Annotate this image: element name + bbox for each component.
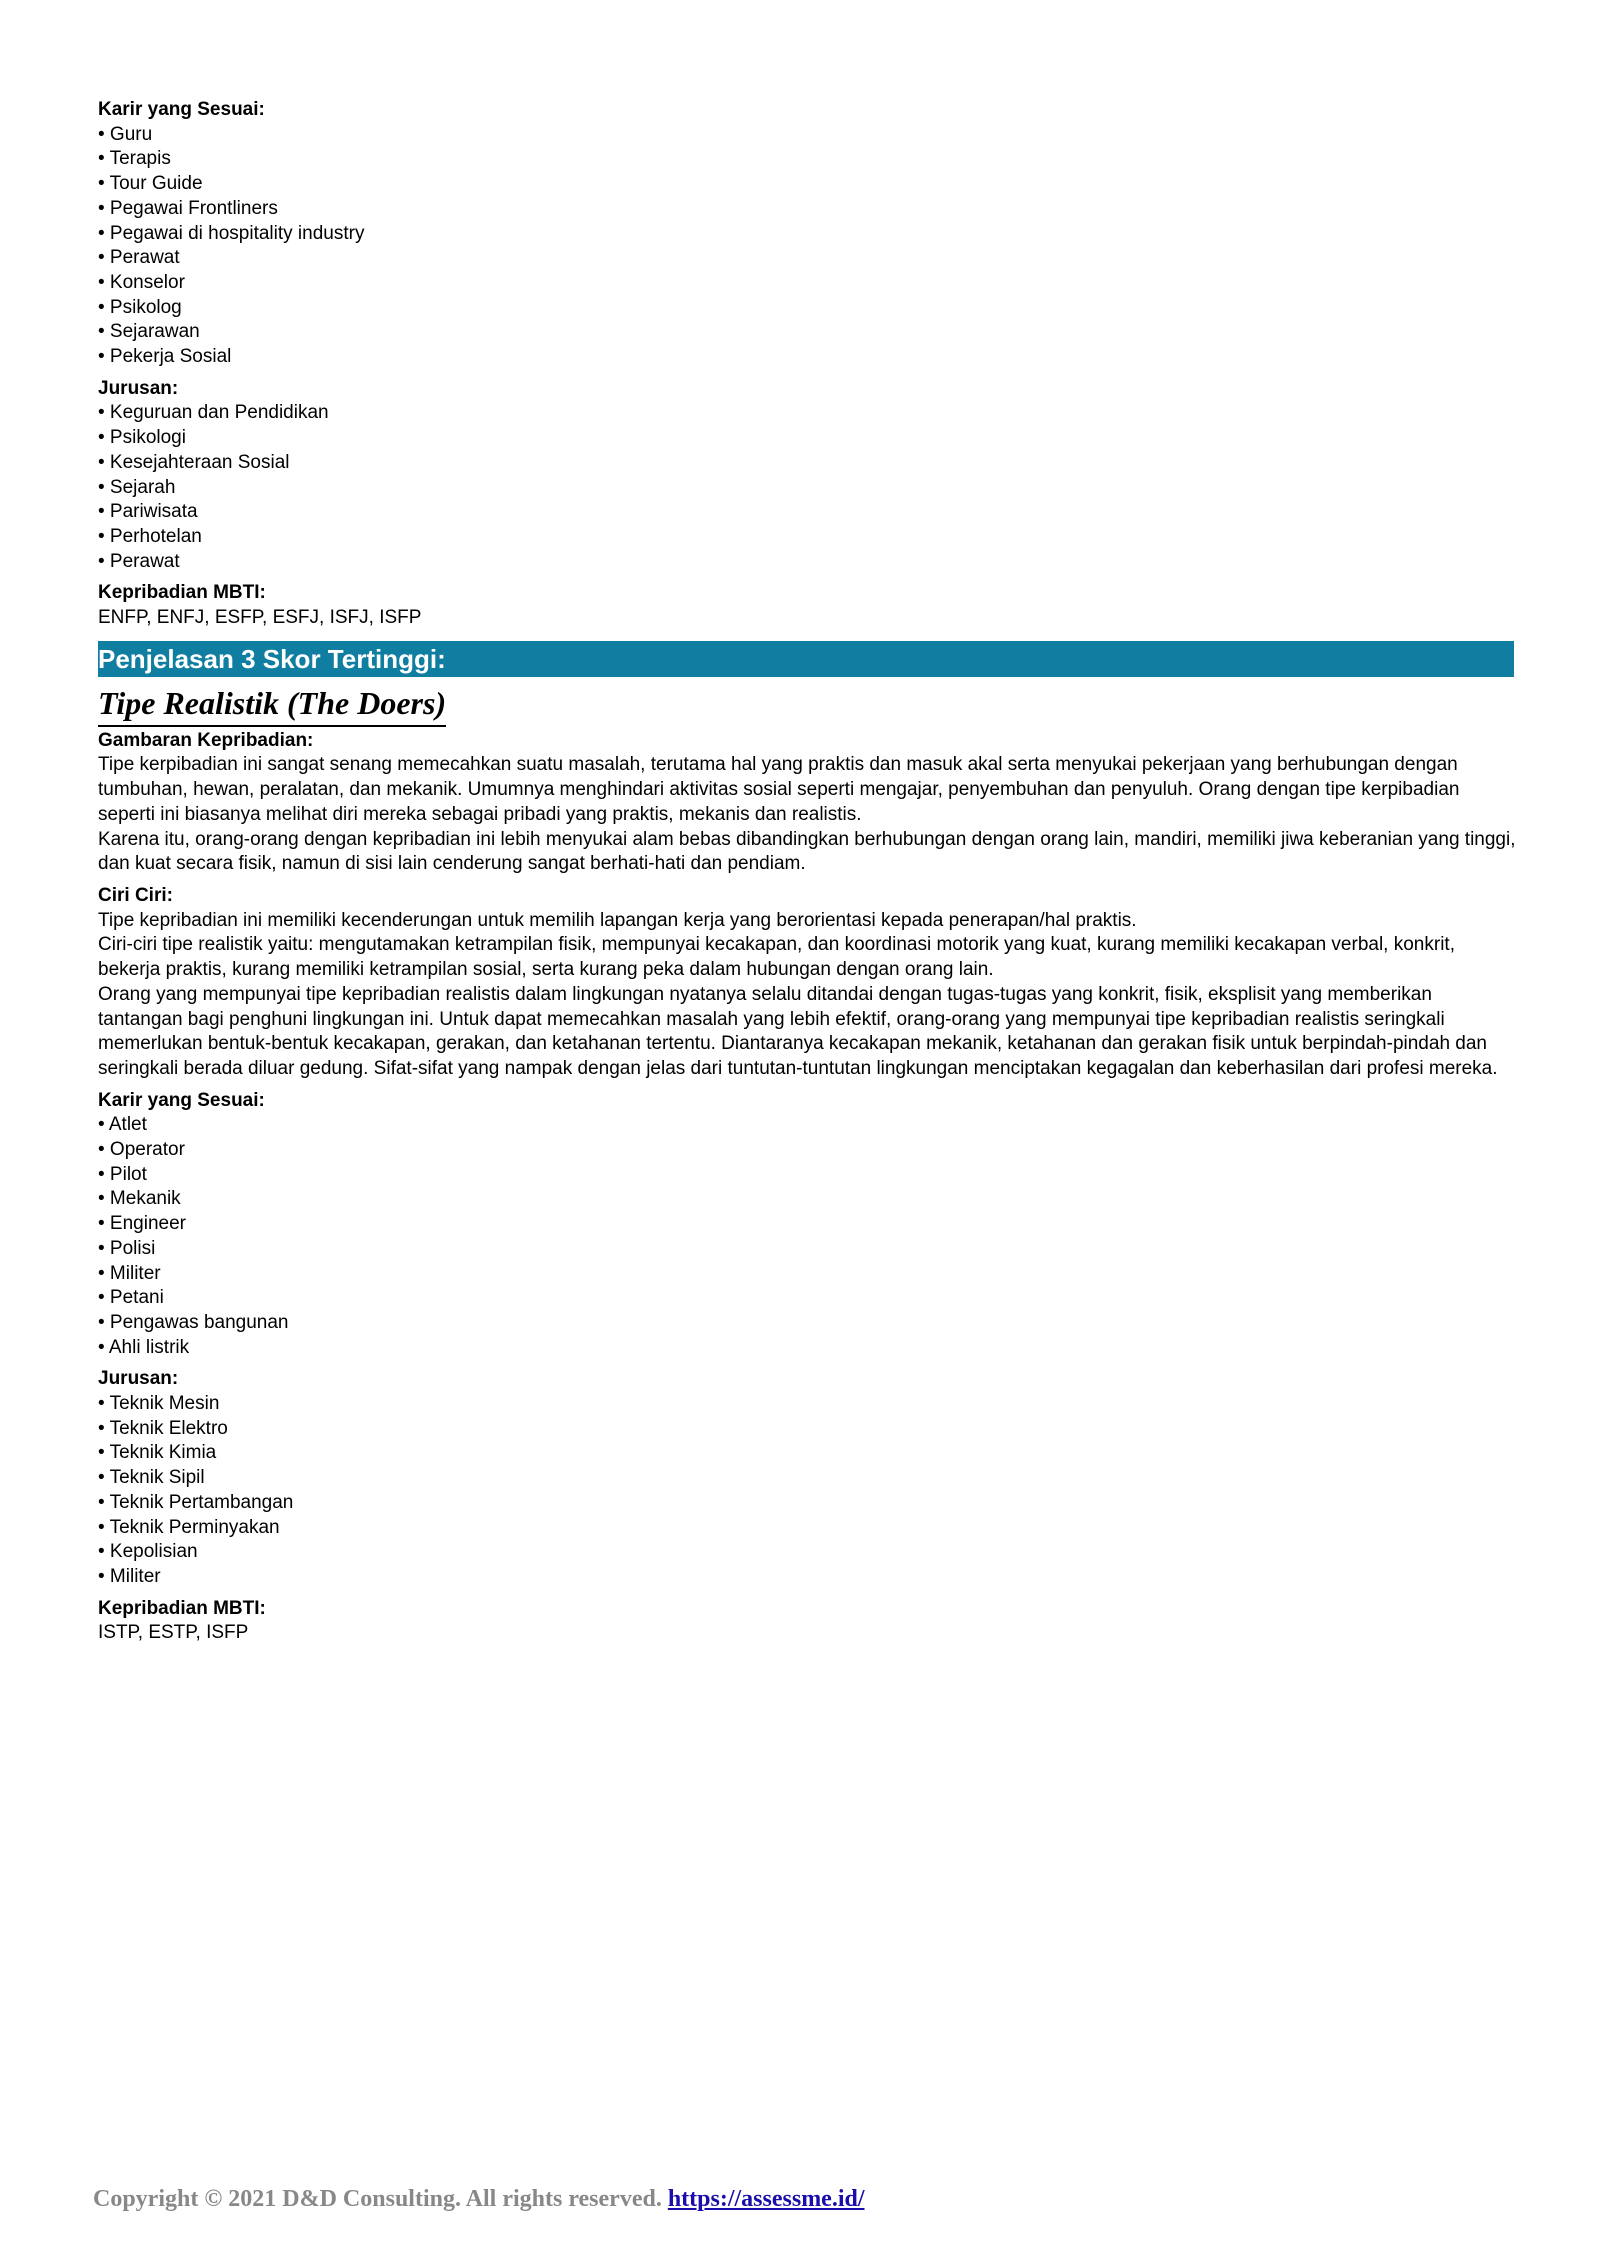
list-item: • Tour Guide: [98, 173, 203, 195]
type-title: Tipe Realistik (The Doers): [98, 681, 446, 727]
list-item: • Sejarawan: [98, 321, 200, 343]
list-item: • Teknik Kimia: [98, 1442, 217, 1464]
mbti-types: ENFP, ENFJ, ESFP, ESFJ, ISFJ, ISFP: [98, 607, 422, 629]
paragraph: Ciri-ciri tipe realistik yaitu: mengutamakan ketrampilan fisik, mempunyai kecakapan, dan koordinasi motorik yang kuat, kurang memiliki kecakapan verbal, konkrit, bekerja praktis, kurang memiliki ketrampilan sosial, serta kurang peka dalam hubungan dengan orang lain.: [98, 934, 1455, 981]
traits-text: [98, 909, 1518, 1082]
list-item: • Kesejahteraan Sosial: [98, 451, 290, 473]
list-item: • Engineer: [98, 1213, 186, 1235]
list-item: • Pegawai Frontliners: [98, 197, 278, 219]
document-page: [98, 98, 1518, 1646]
overview-label: Gambaran Kepribadian:: [98, 729, 314, 751]
list-item: • Teknik Sipil: [98, 1467, 205, 1489]
list-item: • Pilot: [98, 1163, 147, 1185]
list-item: • Atlet: [98, 1114, 147, 1136]
paragraph: Tipe kerpibadian ini sangat senang memecahkan suatu masalah, terutama hal yang praktis dan masuk akal serta menyukai pekerjaan yang berhubungan dengan tumbuhan, hewan, peralatan, dan mekanik. Umumnya menghindari aktivitas sosial seperti mengajar, penyembuhan dan penyuluh. Orang dengan tipe kerpibadian seperti ini biasanya melihat diri mereka sebagai pribadi yang praktis, mekanis dan realistis.: [98, 754, 1460, 825]
list-item: • Pengawas bangunan: [98, 1311, 289, 1333]
list-item: • Perawat: [98, 247, 180, 269]
website-link[interactable]: https://assessme.id/: [667, 2186, 865, 2212]
list-item: • Ahli listrik: [98, 1336, 190, 1358]
list-item: • Mekanik: [98, 1188, 181, 1210]
list-item: • Militer: [98, 1565, 161, 1587]
traits-label: Ciri Ciri:: [98, 884, 173, 906]
list-item: • Polisi: [98, 1237, 156, 1259]
list-item: • Pegawai di hospitality industry: [98, 222, 365, 244]
paragraph: Orang yang mempunyai tipe kepribadian realistis dalam lingkungan nyatanya selalu ditandai dengan tugas-tugas yang konkrit, fisik, eksplisit yang memberikan tantangan bagi penghuni lingkungan ini. Untuk dapat memecahkan masalah yang lebih efektif, orang-orang yang mempunyai tipe kepribadian realistis seringkali memerlukan bentuk-bentuk kecakapan, gerakan, dan ketahanan tertentu. Diantaranya kecakapan mekanik, ketahanan dan gerakan fisik untuk berpindah-pindah dan seringkali berada diluar gedung. Sifat-sifat yang nampak dengan jelas dari tuntutan-tuntutan lingkungan menciptakan kegagalan dan keberhasilan dari profesi mereka.: [98, 983, 1498, 1079]
list-item: • Sejarah: [98, 476, 176, 498]
mbti-types: ISTP, ESTP, ISFP: [98, 1622, 249, 1644]
section-banner: Penjelasan 3 Skor Tertinggi:: [98, 641, 1514, 677]
mbti-label: Kepribadian MBTI:: [98, 1597, 266, 1619]
list-item: • Teknik Elektro: [98, 1417, 228, 1439]
overview-text: [98, 753, 1518, 877]
careers-label: Karir yang Sesuai:: [98, 1089, 265, 1111]
careers-label: Karir yang Sesuai:: [98, 99, 265, 120]
list-item: • Psikolog: [98, 296, 182, 318]
careers-list: [98, 123, 1518, 370]
mbti-label: Kepribadian MBTI:: [98, 582, 266, 604]
list-item: • Terapis: [98, 148, 171, 170]
list-item: • Pariwisata: [98, 501, 198, 523]
majors-label: Jurusan:: [98, 1368, 179, 1390]
list-item: • Keguruan dan Pendidikan: [98, 402, 329, 424]
list-item: • Pekerja Sosial: [98, 346, 232, 368]
paragraph: Karena itu, orang-orang dengan kepribadian ini lebih menyukai alam bebas dibandingkan berhubungan dengan orang lain, mandiri, memiliki jiwa keberanian yang tinggi, dan kuat secara fisik, namun di sisi lain cenderung sangat berhati-hati dan pendiam.: [98, 828, 1516, 875]
list-item: • Militer: [98, 1262, 161, 1284]
list-item: • Perhotelan: [98, 525, 202, 547]
copyright-text: Copyright © 2021 D&D Consulting. All rights reserved.: [93, 2186, 662, 2212]
list-item: • Petani: [98, 1287, 164, 1309]
majors-list: [98, 401, 1518, 574]
list-item: • Teknik Pertambangan: [98, 1491, 294, 1513]
list-item: • Operator: [98, 1139, 185, 1161]
careers-list: [98, 1113, 1518, 1360]
list-item: • Guru: [98, 123, 153, 145]
list-item: • Teknik Perminyakan: [98, 1516, 280, 1538]
list-item: • Kepolisian: [98, 1541, 198, 1563]
list-item: • Teknik Mesin: [98, 1393, 220, 1415]
footer: [93, 2186, 865, 2213]
list-item: • Psikologi: [98, 427, 186, 449]
majors-list: [98, 1392, 1518, 1590]
list-item: • Konselor: [98, 271, 185, 293]
paragraph: Tipe kepribadian ini memiliki kecenderungan untuk memilih lapangan kerja yang berorientasi kepada penerapan/hal praktis.: [98, 909, 1137, 931]
list-item: • Perawat: [98, 550, 180, 572]
majors-label: Jurusan:: [98, 377, 179, 399]
